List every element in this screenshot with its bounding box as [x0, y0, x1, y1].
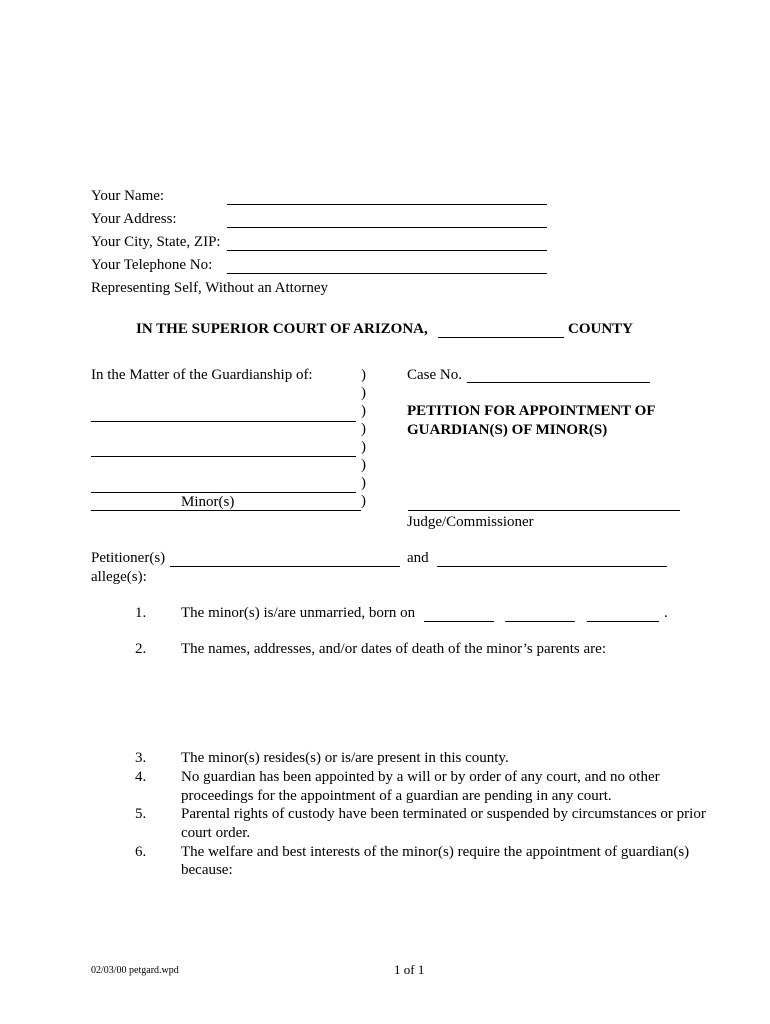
guardianship-matter-label: In the Matter of the Guardianship of:	[91, 367, 313, 383]
item-text: The welfare and best interests of the minor(s) require the appointment of guardian(s)	[181, 844, 690, 860]
birth-date-field-3[interactable]	[587, 621, 659, 622]
caption-paren: )	[361, 439, 366, 455]
caption-paren: )	[361, 475, 366, 491]
name-field[interactable]	[227, 204, 547, 205]
allege-label: allege(s):	[91, 569, 147, 585]
footer-filename: 02/03/00 petgard.wpd	[91, 965, 179, 976]
item-text: Parental rights of custody have been terminated or suspended by circumstances or prior	[181, 806, 706, 822]
telephone-field[interactable]	[227, 273, 547, 274]
item-text-continued: proceedings for the appointment of a guardian are pending in any court.	[181, 788, 612, 804]
case-number-label: Case No.	[407, 367, 462, 383]
item-number: 6.	[135, 844, 147, 860]
item-text-continued: court order.	[181, 825, 251, 841]
item-text: The minor(s) is/are unmarried, born on	[181, 605, 416, 621]
item-number: 2.	[135, 641, 147, 657]
birth-date-field-1[interactable]	[424, 621, 494, 622]
caption-paren: )	[361, 457, 366, 473]
address-field[interactable]	[227, 227, 547, 228]
page-number: 1 of 1	[394, 962, 425, 977]
court-county-label: COUNTY	[568, 321, 634, 337]
item-text-continued: because:	[181, 862, 233, 878]
item-text: The minor(s) resides(s) or is/are present in this county.	[181, 750, 509, 766]
petitioner-1-field[interactable]	[170, 566, 400, 567]
address-label: Your Address:	[91, 211, 177, 227]
and-label: and	[407, 550, 429, 566]
petitioners-label: Petitioner(s)	[91, 550, 166, 566]
name-label: Your Name:	[91, 188, 165, 204]
case-number-field[interactable]	[467, 382, 650, 383]
item-number: 5.	[135, 806, 147, 822]
minor-name-field-2[interactable]	[91, 456, 356, 457]
minors-underline	[91, 510, 361, 511]
judge-commissioner-label: Judge/Commissioner	[407, 514, 534, 530]
city-state-zip-field[interactable]	[227, 250, 547, 251]
city-state-zip-label: Your City, State, ZIP:	[91, 234, 221, 250]
petition-title-line-1: PETITION FOR APPOINTMENT OF	[407, 403, 656, 419]
county-field[interactable]	[438, 337, 564, 338]
representing-self-text: Representing Self, Without an Attorney	[91, 280, 328, 296]
petitioner-2-field[interactable]	[437, 566, 667, 567]
minor-name-field-3[interactable]	[91, 492, 356, 493]
telephone-label: Your Telephone No:	[91, 257, 213, 273]
caption-paren: )	[361, 493, 366, 509]
caption-paren: )	[361, 385, 366, 401]
item-number: 3.	[135, 750, 147, 766]
item-text: No guardian has been appointed by a will or by order of any court, and no other	[181, 769, 660, 785]
item-number: 1.	[135, 605, 147, 621]
item-number: 4.	[135, 769, 147, 785]
item-text: The names, addresses, and/or dates of death of the minor’s parents are:	[181, 641, 606, 657]
minor-name-field-1[interactable]	[91, 421, 356, 422]
minors-label: Minor(s)	[181, 494, 235, 510]
court-title: IN THE SUPERIOR COURT OF ARIZONA,	[136, 321, 428, 337]
item-1-period: .	[664, 605, 668, 621]
judge-field[interactable]	[408, 510, 680, 511]
caption-paren: )	[361, 421, 366, 437]
birth-date-field-2[interactable]	[505, 621, 575, 622]
caption-paren: )	[361, 367, 366, 383]
petition-title-line-2: GUARDIAN(S) OF MINOR(S)	[407, 422, 608, 438]
caption-paren: )	[361, 403, 366, 419]
